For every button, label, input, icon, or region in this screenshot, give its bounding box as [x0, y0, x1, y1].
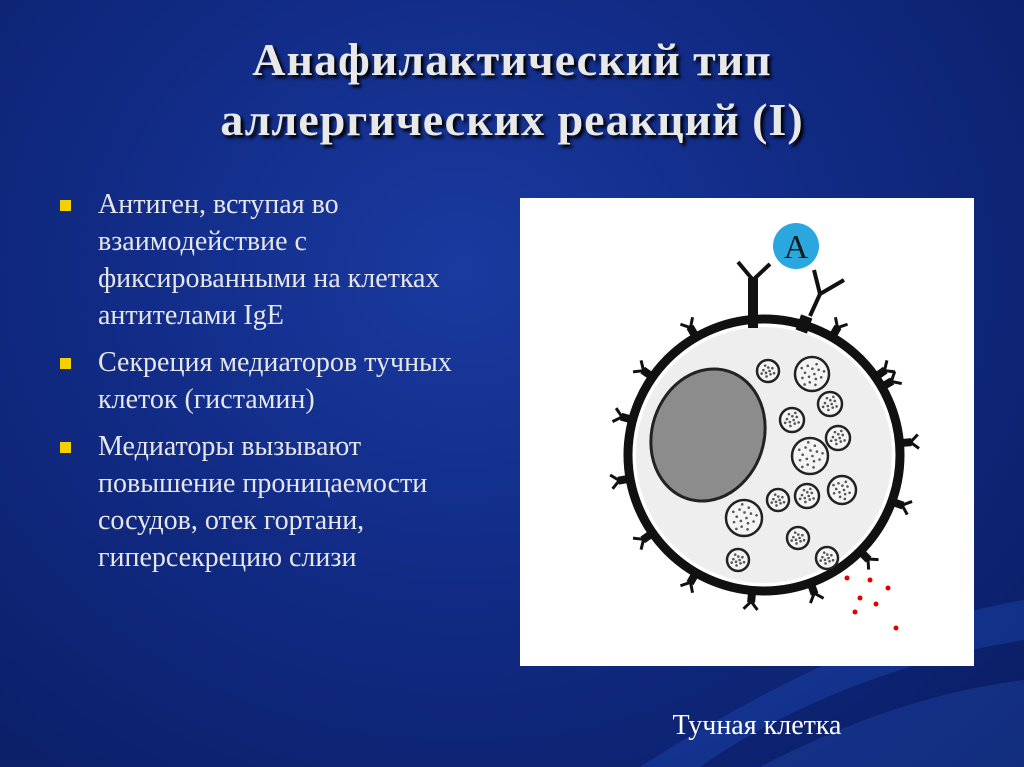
granule	[726, 500, 762, 536]
figure-caption: Тучная клетка	[672, 710, 842, 741]
bullet-text: Секреция медиаторов тучных клеток (гистамин)	[98, 347, 452, 415]
title-line-2: аллергических реакций (I)	[220, 94, 804, 145]
granule	[816, 547, 838, 569]
bullet-text: Медиаторы вызывают повышение проницаемости сосудов, отек гортани, гиперсекрецию слизи	[98, 431, 428, 573]
bullet-text: Антиген, вступая во взаимодействие с фиксированными на клетках антителами IgE	[98, 189, 440, 331]
granule	[795, 484, 819, 508]
released-mediators	[845, 576, 899, 631]
bullet-item	[60, 428, 480, 576]
bullet-item	[60, 344, 480, 418]
title-line-1: Анафилактический тип	[252, 34, 772, 85]
granule	[787, 527, 809, 549]
bullet-marker-icon	[60, 442, 71, 453]
granule	[727, 549, 749, 571]
granule	[818, 392, 842, 416]
bullet-marker-icon	[60, 358, 71, 369]
bullet-marker-icon	[60, 200, 71, 211]
granule	[757, 360, 779, 382]
slide-title	[60, 30, 964, 150]
granule	[795, 357, 829, 391]
bullet-item	[60, 186, 480, 334]
granule	[826, 426, 850, 450]
mast-cell-illustration	[520, 198, 974, 666]
granule	[780, 408, 804, 432]
antigen-label: A	[783, 229, 809, 266]
bullet-list	[60, 186, 480, 586]
granule	[767, 489, 789, 511]
granule	[828, 476, 856, 504]
mast-cell-figure	[520, 198, 974, 666]
granule	[792, 438, 828, 474]
